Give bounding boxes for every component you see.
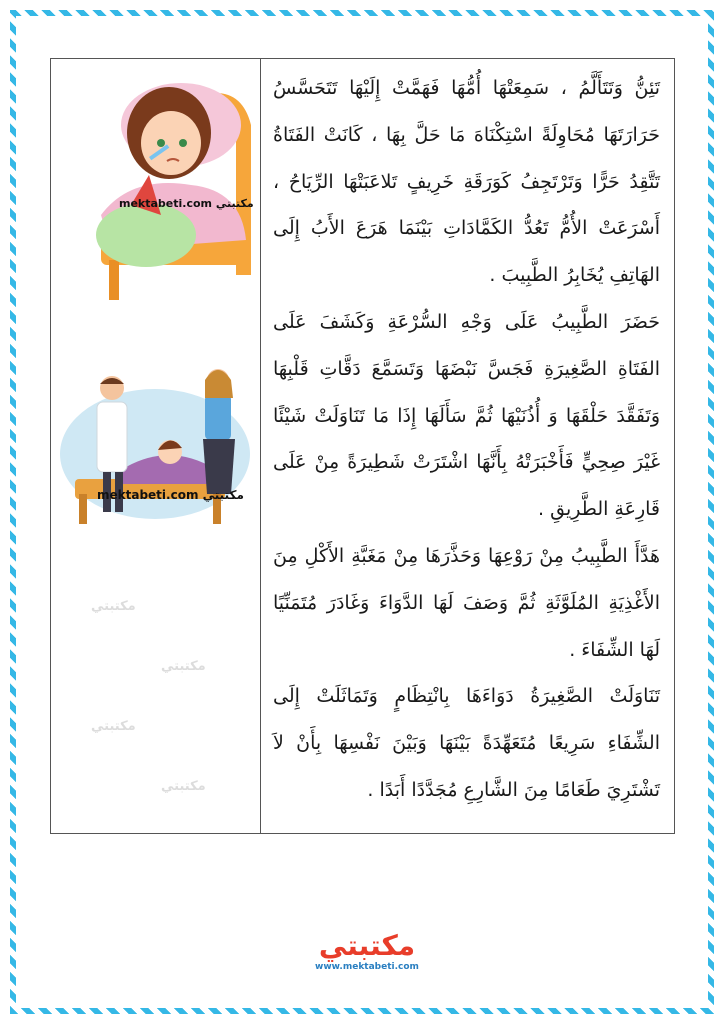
mektabeti-logo — [297, 930, 437, 982]
paragraph-4: تَنَاوَلَتْ الصَّغِيرَةُ دَوَاءَهَا بِانْتِظَامٍ وَتَمَاثَلَتْ إِلَى الشِّفَاءِ سَرِيعًا مُتَعَهِّدَةً بَيْنَهَا وَبَيْنَ نَفْسِهَا بِأَنْ لاَ تَشْتَرِيَ طَعَامًا مِنَ الشَّارِعِ مُجَدَّدًا أَبَدًا . — [273, 685, 660, 801]
image-caption-1: mektabeti.com مكتبتي — [119, 197, 254, 210]
paragraph-1: تَئِنُّ وَتَتَأَلَّمُ ، سَمِعَتْهَا أُمُّهَا فَهَمَّتْ إِلَيْهَا تَتَحَسَّسُ حَرَارَتَهَا مُحَاوِلَةً اسْتِكْنَاهَ مَا حَلَّ بِهَا ، كَانَتْ الفَتَاةُ تَتَّقِدُ حَرًّا وَتَرْتَجِفُ كَوَرَقَةِ خَرِيفٍ تَلاعَبَتْهَا الرِّيَاحُ ، أَسْرَعَتْ الأُمُّ تَعُدُّ الكَمَّادَاتِ بَيْنَمَا هَرَعَ الأَبُ إِلَى الهَاتِفِ يُخَابِرُ الطَّبِيبَ . — [273, 77, 660, 287]
paragraph-2: حَضَرَ الطَّبِيبُ عَلَى وَجْهِ السُّرْعَةِ وَكَشَفَ عَلَى الفَتَاةِ الصَّغِيرَةِ فَجَسَّ نَبْضَهَا وَتَسَمَّعَ دَقَّاتِ قَلْبِهَا وَتَفَقَّدَ حَلْقَهَا وَ أُذُنَيْهَا ثُمَّ سَأَلَهَا إِذَا مَا تَنَاوَلَتْ شَيْئًا غَيْرَ صِحِيٍّ فَأَخْبَرَتْهُ بِأَنَّهَا اشْتَرَتْ شَطِيرَةً مِنْ عَلَى قَارِعَةِ الطَّرِيقِ . — [273, 310, 660, 521]
doctor-visit-illustration — [55, 344, 255, 534]
watermark: مكتبتي — [161, 659, 206, 674]
watermark: مكتبتي — [161, 779, 206, 794]
illustration-column — [51, 59, 261, 833]
sick-girl-illustration — [91, 65, 257, 301]
paragraph-3: هَدَّأَ الطَّبِيبُ مِنْ رَوْعِهَا وَحَذَّرَهَا مِنْ مَغَبَّةِ الأَكْلِ مِنَ الأَغْذِيَةِ المُلَوَّثَةِ ثُمَّ وَصَفَ لَهَا الدَّوَاءَ وَغَادَرَ مُتَمَنِّيًا لَهَا الشِّفَاءَ . — [273, 544, 660, 661]
watermark: مكتبتي — [91, 599, 136, 614]
image-caption-2: mektabeti.com مكتبتي — [97, 488, 244, 502]
logo-url: www.mektabeti.com — [315, 962, 419, 972]
story-text — [261, 59, 674, 833]
watermark: مكتبتي — [91, 719, 136, 734]
logo-word: مكتبتي — [318, 929, 416, 962]
story-table — [50, 58, 675, 834]
